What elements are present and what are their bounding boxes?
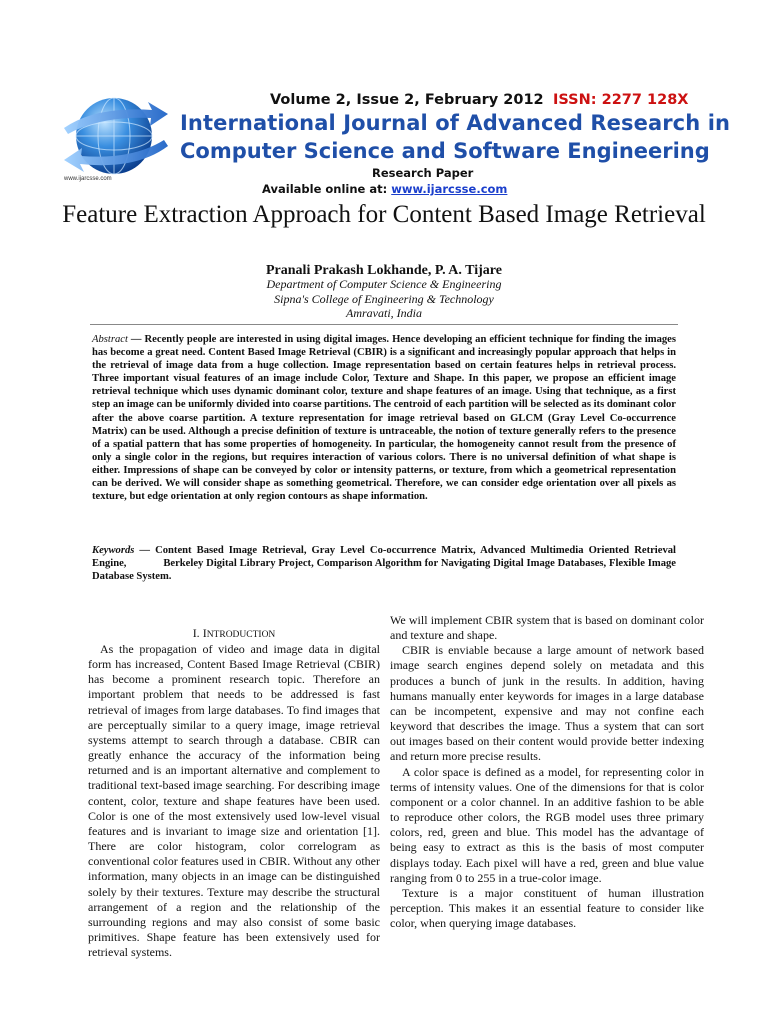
header-divider [90, 324, 678, 325]
intro-paragraph-1: As the propagation of video and image data in digital form has increased, Content Based Image Retrieval (CBIR) has become a prominent research topic. Therefore an important problem that needs to be addressed is fast retrieval of images from large databases. To find images that are perceptually similar to a query image, image retrieval systems attempt to search through a database. CBIR can greatly enhance the accuracy of the information being returned and is an important alternative and complement to traditional text-based image searching. For describing image content, color, texture and shape features have been used. Color is one of the most extensively used low-level visual features and is invariant to image size and orientation [1]. There are color histogram, color correlogram as conventional color features used in CBIR. Without any other information, many objects in an image can be distinguished solely by their textures. Texture may describe the structural arrangement of a region and the relationship of the surrounding regions and may also consist of some basic primitives. Shape feature has been extensively used for retrieval systems. [88, 642, 380, 960]
section-first-letter: I [202, 626, 207, 640]
department: Department of Computer Science & Engineering [266, 277, 502, 291]
right-paragraph-1: We will implement CBIR system that is based on dominant color and texture and shape. [390, 613, 704, 643]
authors: Pranali Prakash Lokhande, P. A. Tijare [266, 263, 502, 278]
abstract-text: Recently people are interested in using digital images. Hence developing an efficient technique for finding the images has become a great need. Content Based Image Retrieval (CBIR) is a significant and increasingly popular approach that helps in the retrieval of image data from a huge collection. Image representation based on certain features helps in retrieval process. Three important visual features of an image include Color, Texture and Shape. In this paper, we propose an efficient image retrieval technique which uses dynamic dominant color, texture and shape features of an image. Using that technique, as a first step an image can be uniformly divided into coarse partitions. The centroid of each partition will be selected as its dominant color after the above coarse partition. A texture representation for image retrieval based on GLCM (Gray Level Co-occurrence Matrix) can be used. Although a precise definition of texture is untraceable, the notion of texture generally refers to the presence of a spatial pattern that has some properties of homogeneity. In particular, the homogeneity cannot result from the presence of only a single color in the regions, but requires interaction of various colors. There is no universal definition of what shape is either. Impressions of shape can be conveyed by color or intensity patterns, or texture, from which a geometrical representation can be derived. We will consider shape as something geometrical. Therefore, we can consider edge orientation over all pixels as texture, but edge orientation at only region contours as shape information. [92, 334, 677, 503]
journal-url-link[interactable]: www.ijarcsse.com [391, 182, 508, 196]
section-rest: NTRODUCTION [206, 630, 276, 640]
right-paragraph-3: A color space is defined as a model, for representing color in terms of intensity values. One of the dimensions for that is color component or a color channel. In an additive fashion to be able to reproduce other colors, the RGB model uses three primary colors, red, green and blue. This model has the advantage of being easy to extract as this is the basis of most computer displays today. Each pixel will have a red, green and blue value ranging from 0 to 255 in a true-color image. [390, 764, 704, 885]
keywords-text: Content Based Image Retrieval, Gray Level Co-occurrence Matrix, Advanced Multimedia Oriented Retrieval Engine, Berkeley Digital Library Project, Comparison Algorithm for Navigating Digital Image Databases, Flexible Image Database System. [92, 545, 679, 583]
journal-logo-globe-icon [56, 88, 176, 186]
journal-name-line1: International Journal of Advanced Research in [180, 111, 731, 135]
abstract-separator: — [127, 334, 145, 345]
right-column [390, 613, 704, 931]
paper-title: Feature Extraction Approach for Content Based Image Retrieval [62, 201, 706, 228]
college: Sipna's College of Engineering & Technology [274, 292, 494, 306]
issn: ISSN: 2277 128X [553, 92, 689, 108]
volume-issue: Volume 2, Issue 2, February 2012 [270, 92, 544, 108]
available-online [262, 182, 507, 196]
available-label: Available online at: [262, 182, 392, 196]
keywords [92, 544, 679, 583]
right-paragraph-2: CBIR is enviable because a large amount of network based image search engines depend solely on metadata and this produces a bunch of junk in the results. In addition, having humans manually enter keywords for images in a large database can be incompetent, expensive and may not confine each keyword that describes the image. Thus a system that can sort out images based on their content would provide better indexing and return more precise results. [390, 643, 704, 764]
abstract [92, 333, 676, 503]
abstract-label: Abstract [92, 334, 128, 345]
keywords-label: Keywords [92, 545, 135, 556]
right-paragraph-4: Texture is a major constituent of human illustration perception. This makes it an essential feature to consider like color, when querying image databases. [390, 885, 704, 931]
location: Amravati, India [346, 306, 422, 320]
paper-type: Research Paper [372, 166, 474, 180]
section-heading-introduction [88, 626, 380, 641]
journal-name-line2: Computer Science and Software Engineering [180, 139, 710, 163]
logo-caption: www.ijarcsse.com [64, 176, 112, 182]
keywords-separator: — [134, 545, 156, 556]
left-column [88, 642, 380, 960]
section-number: I. [192, 626, 200, 640]
